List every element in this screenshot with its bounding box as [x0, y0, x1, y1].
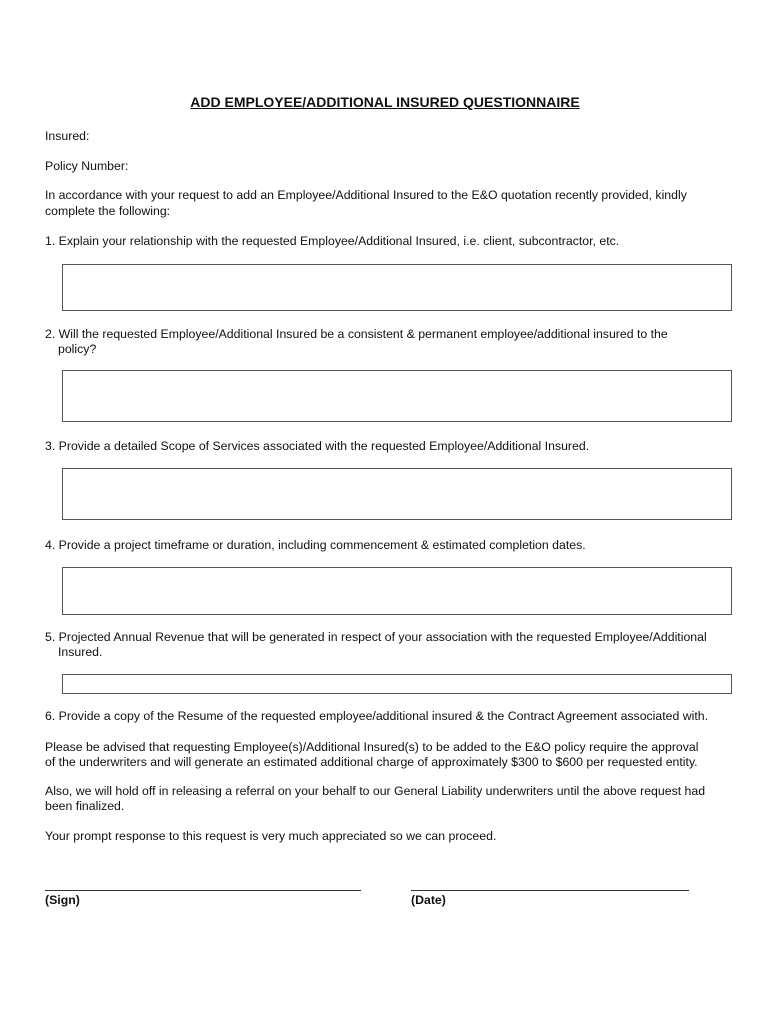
- date-label: (Date): [411, 893, 446, 907]
- insured-label: Insured:: [45, 129, 90, 143]
- question-1-text: 1. Explain your relationship with the requested Employee/Additional Insured, i.e. client, subcontractor, etc.: [45, 234, 620, 248]
- question-5-text: 5. Projected Annual Revenue that will be generated in respect of your association with the requested Employee/Additional: [45, 630, 707, 644]
- question-3-text: 3. Provide a detailed Scope of Services associated with the requested Employee/Additional Insured.: [45, 439, 590, 453]
- question-4-answer-box[interactable]: [62, 567, 732, 615]
- question-2-text: 2. Will the requested Employee/Additional Insured be a consistent & permanent employee/additional insured to the: [45, 327, 668, 341]
- closing-text: Your prompt response to this request is very much appreciated so we can proceed.: [45, 829, 497, 843]
- question-5-answer-box[interactable]: [62, 674, 732, 694]
- question-2-answer-box[interactable]: [62, 370, 732, 422]
- question-2-text-cont: policy?: [58, 342, 97, 356]
- question-5-text-cont: Insured.: [58, 645, 103, 659]
- sign-line[interactable]: [45, 890, 361, 891]
- policy-number-label: Policy Number:: [45, 159, 129, 173]
- question-1-answer-box[interactable]: [62, 264, 732, 311]
- referral-line-2: been finalized.: [45, 799, 125, 813]
- page-title: ADD EMPLOYEE/ADDITIONAL INSURED QUESTIONNAIRE: [190, 94, 580, 110]
- intro-line-2: complete the following:: [45, 204, 171, 218]
- referral-line-1: Also, we will hold off in releasing a referral on your behalf to our General Liability underwriters until the above request had: [45, 784, 706, 798]
- question-4-text: 4. Provide a project timeframe or duration, including commencement & estimated completion dates.: [45, 538, 586, 552]
- notice-line-2: of the underwriters and will generate an estimated additional charge of approximately $300 to $600 per requested entity.: [45, 755, 698, 769]
- notice-line-1: Please be advised that requesting Employee(s)/Additional Insured(s) to be added to the E&O policy require the approval: [45, 740, 699, 754]
- intro-line-1: In accordance with your request to add an Employee/Additional Insured to the E&O quotation recently provided, kindly: [45, 188, 687, 202]
- date-line[interactable]: [411, 890, 689, 891]
- sign-label: (Sign): [45, 893, 80, 907]
- question-6-text: 6. Provide a copy of the Resume of the requested employee/additional insured & the Contract Agreement associated with.: [45, 709, 709, 723]
- question-3-answer-box[interactable]: [62, 468, 732, 520]
